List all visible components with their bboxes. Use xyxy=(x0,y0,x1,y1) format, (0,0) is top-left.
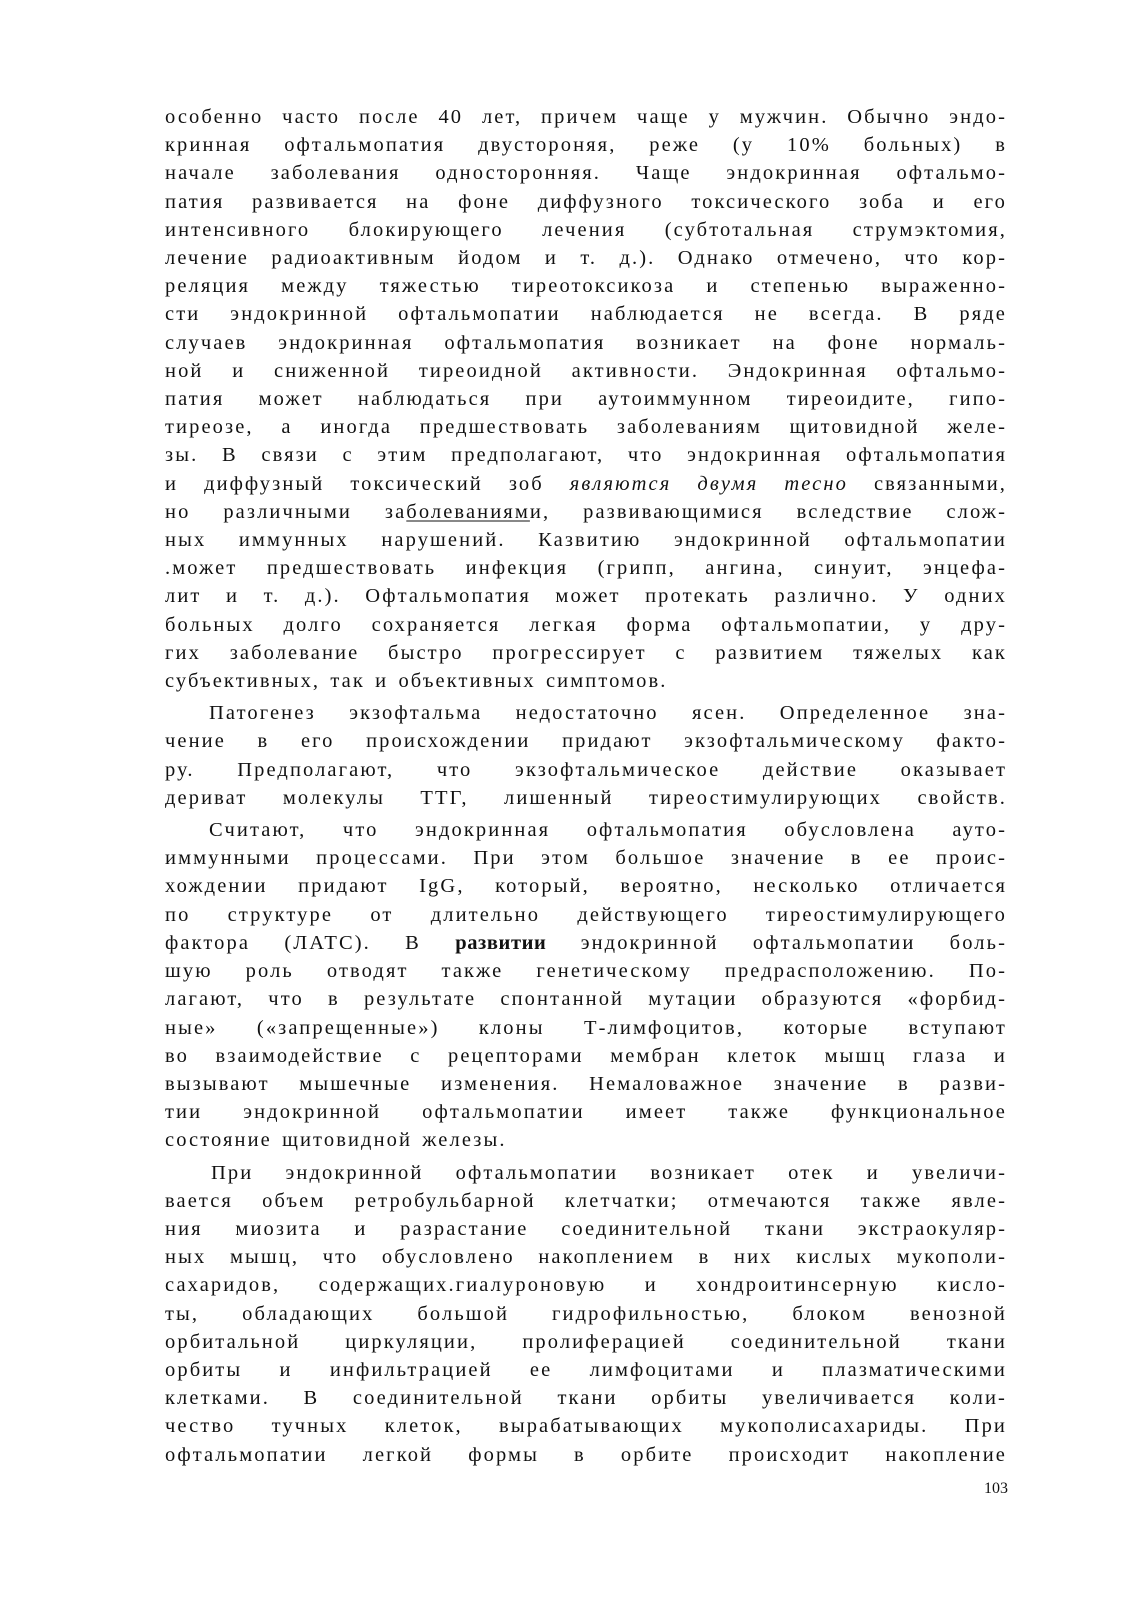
text-line: сахаридов, содержащих.гиалуроновую и хондроитинсерную кисло- xyxy=(165,1274,1007,1297)
text-line: ния миозита и разрастание соединительной ткани экстраокуляр- xyxy=(165,1217,1007,1240)
text-line-with-underline xyxy=(165,498,1007,526)
text-line: Патогенез экзофтальма недостаточно ясен. Определенное зна- xyxy=(209,702,1007,725)
text-line: чество тучных клеток, вырабатывающих мукополисахариды. При xyxy=(165,1415,1007,1438)
text-line: хождении придают IgG, который, вероятно, несколько отличается xyxy=(165,875,1007,898)
underlined-word: болеваниям xyxy=(406,500,530,523)
text-line: орбиты и инфильтрацией ее лимфоцитами и плазматическими xyxy=(165,1358,1007,1381)
text-line: во взаимодействие с рецепторами мембран клеток мышц глаза и xyxy=(165,1044,1007,1067)
text-fragment: и, развивающимися вследствие слож- xyxy=(529,500,1007,523)
paragraph-4 xyxy=(165,1159,1007,1469)
text-line: .может предшествовать инфекция (грипп, ангина, синуит, энцефа- xyxy=(165,557,1007,580)
text-line: орбитальной циркуляции, пролиферацией соединительной ткани xyxy=(165,1330,1007,1353)
text-fragment: но различными за xyxy=(165,500,407,523)
text-fragment: фактора (ЛАТС). В xyxy=(165,931,456,954)
text-line: случаев эндокринная офтальмопатия возникает на фоне нормаль- xyxy=(165,331,1007,354)
text-line: субъективных, так и объективных симптомов. xyxy=(165,670,668,693)
text-line: больных долго сохраняется легкая форма офтальмопатии, у дру- xyxy=(165,613,1007,636)
text-line: офтальмопатии легкой формы в орбите происходит накопление xyxy=(165,1443,1007,1466)
text-line: При эндокринной офтальмопатии возникает отек и увеличи- xyxy=(211,1161,1007,1184)
text-line: чение в его происхождении придают экзофтальмическому факто- xyxy=(165,730,1007,753)
text-line: лит и т. д.). Офтальмопатия может протекать различно. У одних xyxy=(165,585,1007,608)
paragraph-2 xyxy=(165,699,1007,812)
text-fragment: эндокринной офтальмопатии боль- xyxy=(546,931,1007,954)
text-line: клетками. В соединительной ткани орбиты увеличивается коли- xyxy=(165,1387,1007,1410)
text-line: патия развивается на фоне диффузного токсического зоба и его xyxy=(165,190,1007,213)
text-fragment: и диффузный токсический зоб xyxy=(165,472,570,495)
text-line: Считают, что эндокринная офтальмопатия обусловлена ауто- xyxy=(209,819,1007,842)
text-line: гих заболевание быстро прогрессирует с развитием тяжелых как xyxy=(165,641,1007,664)
text-line: ты, обладающих большой гидрофильностью, блоком венозной xyxy=(165,1302,1007,1325)
text-line: лагают, что в результате спонтанной мутации образуются «форбид- xyxy=(165,988,1007,1011)
text-line: ные» («запрещенные») клоны Т-лимфоцитов, которые вступают xyxy=(165,1016,1007,1039)
text-line: шую роль отводят также генетическому предрасположению. По- xyxy=(165,960,1007,983)
text-line: патия может наблюдаться при аутоиммунном тиреоидите, гипо- xyxy=(165,388,1007,411)
text-fragment: связанными, xyxy=(847,472,1007,495)
text-line: кринная офтальмопатия двустороняя, реже (у 10% больных) в xyxy=(165,134,1007,157)
text-line-with-bold xyxy=(165,929,1007,957)
text-line: дериват молекулы ТТГ, лишенный тиреостимулирующих свойств. xyxy=(165,786,1007,809)
text-line: сти эндокринной офтальмопатии наблюдается не всегда. В ряде xyxy=(165,303,1007,326)
text-line: особенно часто после 40 лет, причем чаще у мужчин. Обычно эндо- xyxy=(165,106,1007,128)
bold-word: развитии xyxy=(455,931,547,954)
text-line: ру. Предполагают, что экзофтальмическое действие оказывает xyxy=(165,758,1007,781)
text-line: интенсивного блокирующего лечения (субтотальная струмэктомия, xyxy=(165,218,1007,241)
text-line: тии эндокринной офтальмопатии имеет также функциональное xyxy=(165,1101,1007,1124)
text-line: состояние щитовидной железы. xyxy=(165,1129,507,1152)
text-line-with-italic xyxy=(165,470,1007,498)
text-line: вается объем ретробульбарной клетчатки; отмечаются также явле- xyxy=(165,1189,1007,1212)
page-body xyxy=(165,103,1007,1473)
paragraph-3 xyxy=(165,816,1007,1154)
paragraph-1 xyxy=(165,103,1007,695)
text-line: тиреозе, а иногда предшествовать заболеваниям щитовидной желе- xyxy=(165,416,1007,439)
text-line: реляция между тяжестью тиреотоксикоза и степенью выраженно- xyxy=(165,275,1007,298)
italic-phrase: являются двумя тесно xyxy=(569,472,848,495)
text-line: лечение радиоактивным йодом и т. д.). Однако отмечено, что кор- xyxy=(165,247,1007,270)
text-line: по структуре от длительно действующего тиреостимулирующего xyxy=(165,903,1007,926)
page-number: 103 xyxy=(984,1480,1008,1497)
text-line: ной и сниженной тиреоидной активности. Эндокринная офтальмо- xyxy=(165,359,1007,382)
text-line: начале заболевания односторонняя. Чаще эндокринная офтальмо- xyxy=(165,162,1007,185)
text-line: иммунными процессами. При этом большое значение в ее проис- xyxy=(165,847,1007,870)
text-line: ных иммунных нарушений. Казвитию эндокринной офтальмопатии xyxy=(165,529,1007,552)
text-line: зы. В связи с этим предполагают, что эндокринная офтальмопатия xyxy=(165,444,1007,467)
text-line: ных мышц, что обусловлено накоплением в них кислых мукополи- xyxy=(165,1246,1007,1269)
text-line: вызывают мышечные изменения. Немаловажное значение в разви- xyxy=(165,1072,1007,1095)
